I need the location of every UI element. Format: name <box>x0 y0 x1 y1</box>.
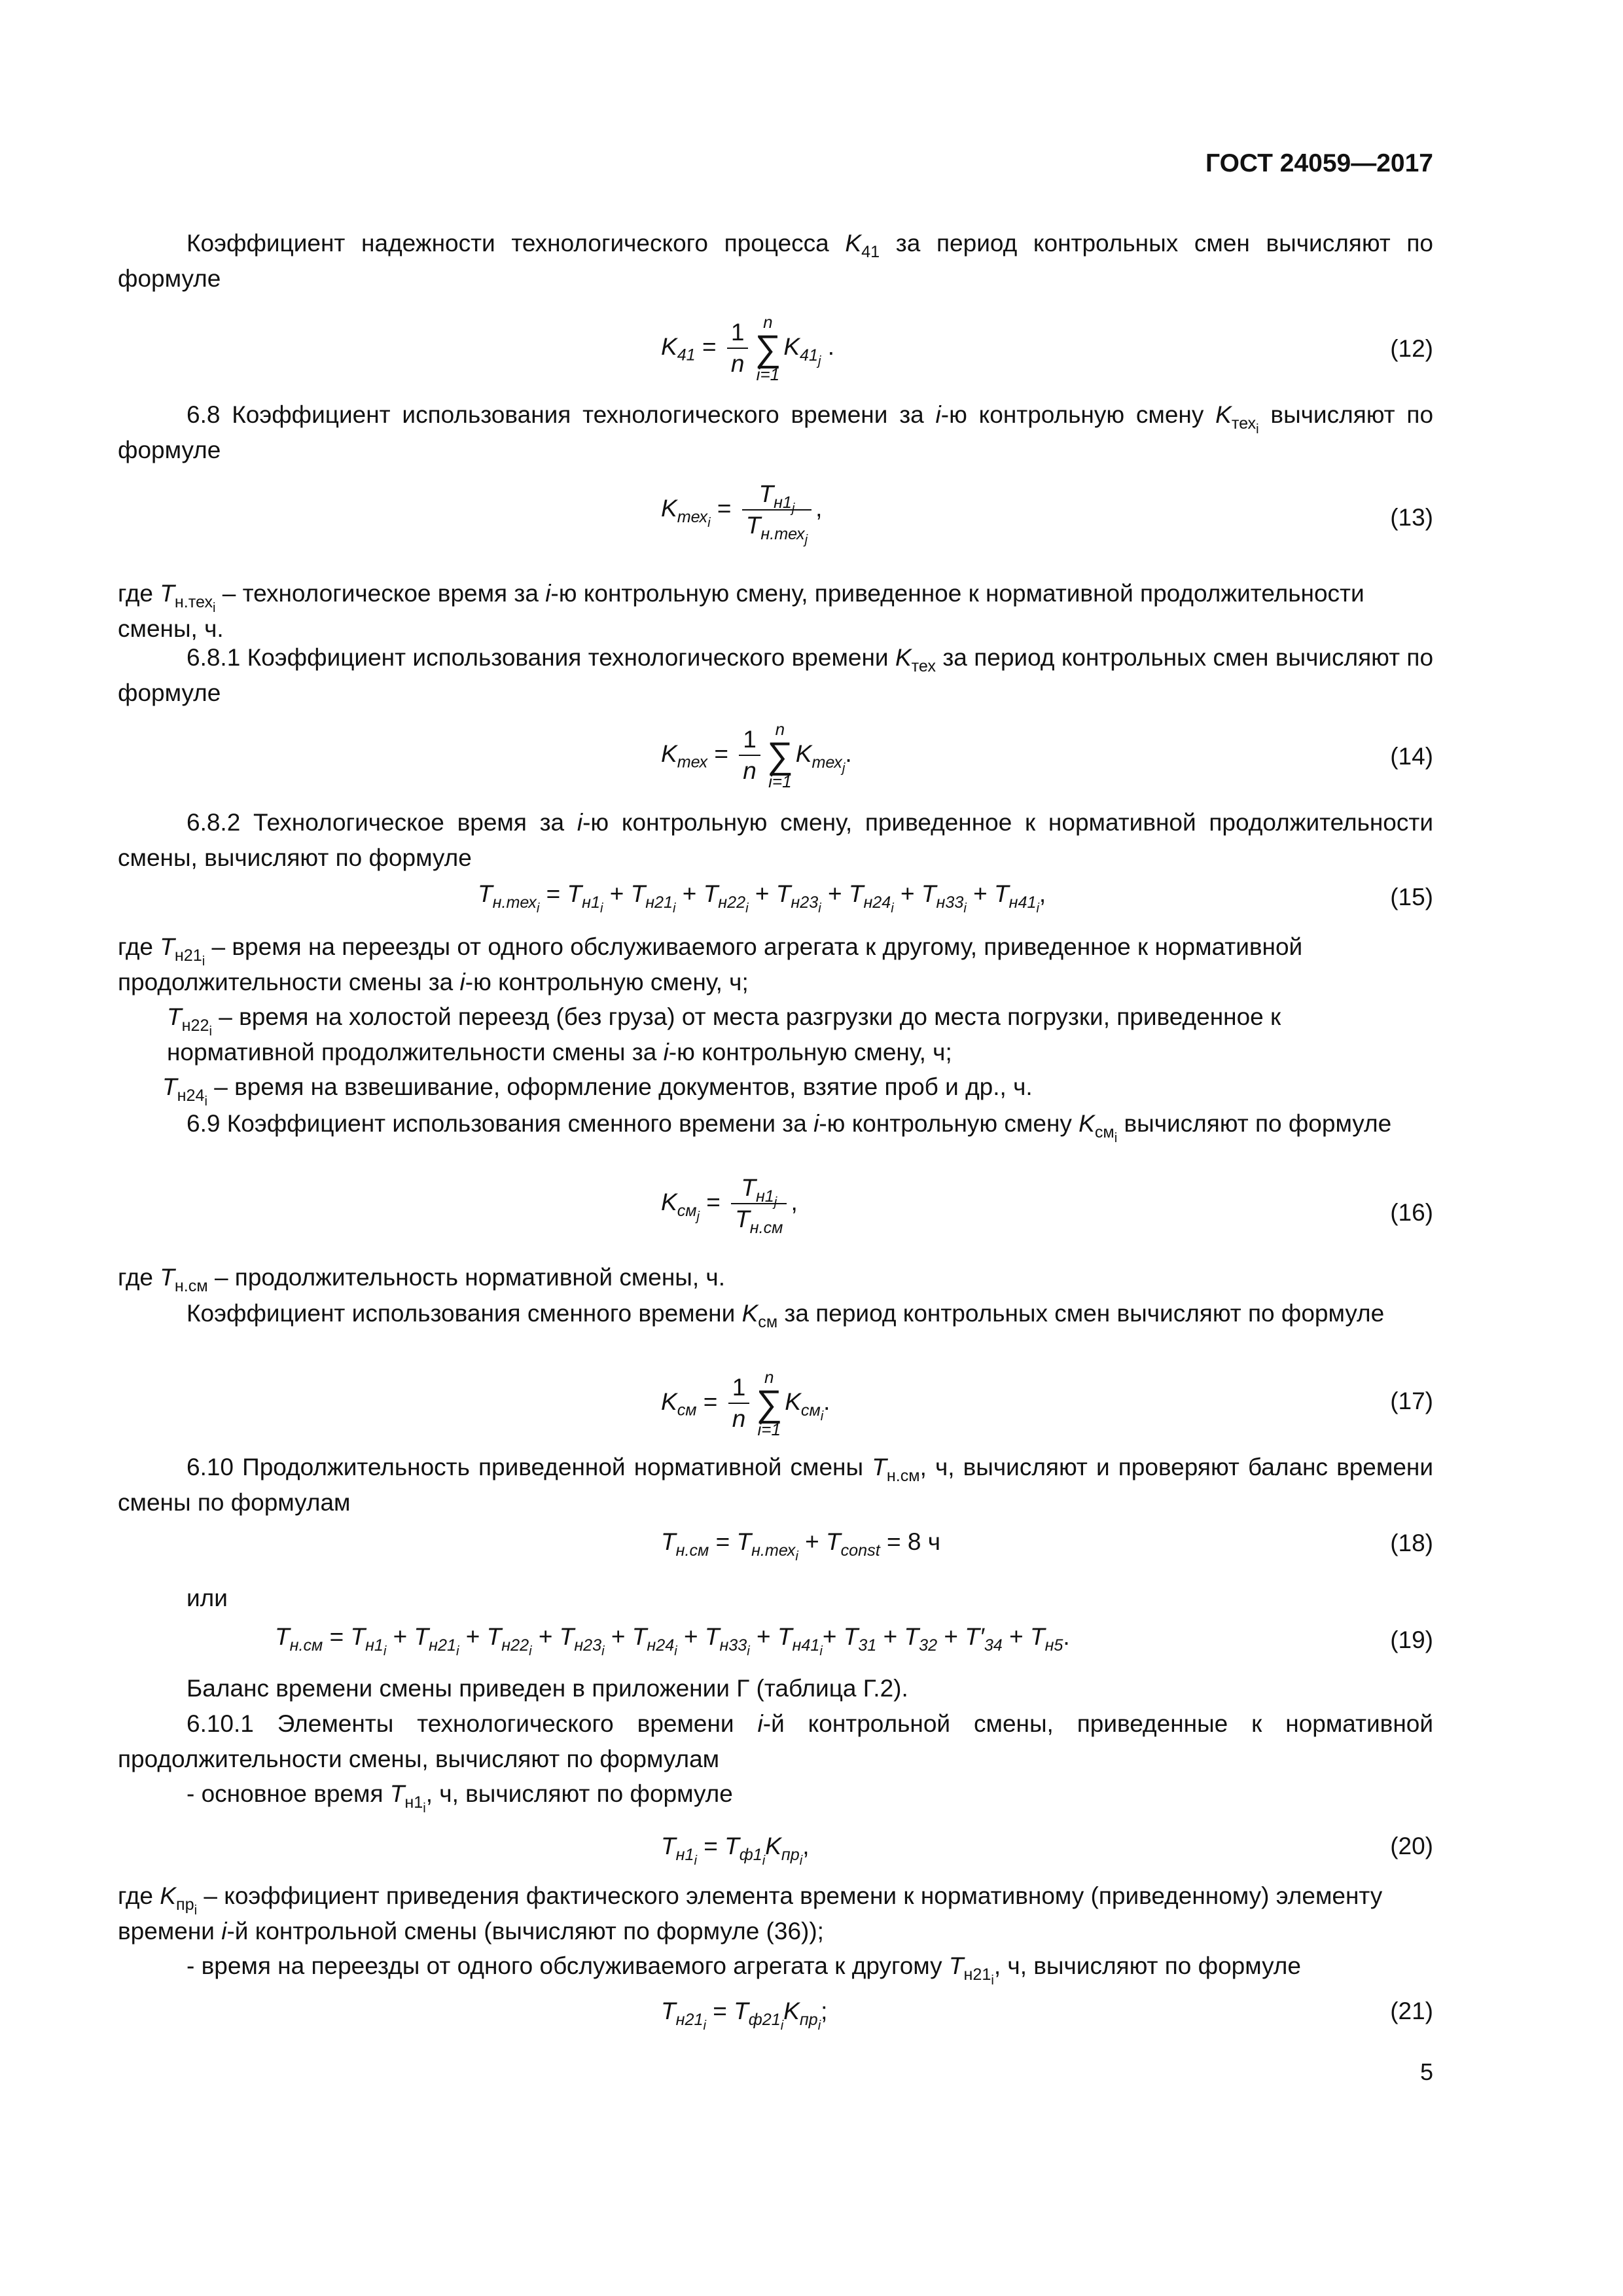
formula-14: $K_{тех}$ = $\frac{1}{n}$ n ∑ i=1 $K_{тех_j}$. <box>661 719 852 791</box>
formula-15: $T_{н.тех_i} = T_{н1_i} + T_{н21_i} + T_{н22_i} + T_{н23_i} + T_{н24_i} + T_{н33_i} + T_{н41_i}$, <box>478 880 1046 916</box>
page-number: 5 <box>1419 2058 1433 2085</box>
formula-19: $T_{н.см} = T_{н1_i} + T_{н21_i} + T_{н22_i} + T_{н23_i} + T_{н24_i} + T_{н33_i} + T_{н41_i}+ T_{31} + T_{32} + T'_{34} + T_{н5}$. <box>275 1623 1070 1659</box>
formula-12: $K_{41}$ = $\frac{1}{n}$ n ∑ i=1 $K_{41_j}$ . <box>661 312 835 384</box>
equation-number-13: (13) <box>1390 504 1433 531</box>
formula-16: $K_{см_j}$ = $\frac{T_{н1_j}}{T_{н.см}}$ , <box>661 1174 798 1237</box>
paragraph-ksm: Коэффициент использования сменного времени $K_{см}$ за период контрольных смен вычисляют по формуле <box>187 1300 1385 1331</box>
formula-20: $T_{н1_i} = T_{ф1_i}K_{пр_i}$, <box>661 1833 810 1868</box>
equation-number-16: (16) <box>1390 1199 1433 1226</box>
equation-number-18: (18) <box>1390 1530 1433 1556</box>
formula-18: $T_{н.см} = T_{н.тех_i} + T_{const} = 8$ ч <box>661 1528 941 1564</box>
or-word: или <box>187 1585 228 1611</box>
paragraph-6-8-2: 6.8.2 Технологическое время за i-ю контрольную смену, приведенное к нормативной продолжительности смены, вычисляют по формуле <box>118 809 1434 871</box>
equation-number-19: (19) <box>1390 1626 1433 1653</box>
paragraph-6-9: 6.9 Коэффициент использования сменного времени за i-ю контрольную смену $K_{см_i}$ вычисляют по формуле <box>187 1110 1392 1145</box>
where-15-t21: где $T_{н21_i}$ – время на переезды от одного обслуживаемого агрегата к другому, приведенное к нормативной продолжительности смены за i-ю контрольную смену, ч; <box>118 933 1303 996</box>
formula-17: $K_{см}$ = $\frac{1}{n}$ n ∑ i=1 $K_{см_i}$. <box>661 1367 830 1439</box>
paragraph-main-time: - основное время $T_{н1_i}$, ч, вычисляют по формуле <box>187 1780 733 1816</box>
where-13: где $T_{н.тех_i}$ – технологическое время за i-ю контрольную смену, приведенное к нормативной продолжительности смены, ч. <box>118 580 1364 642</box>
formula-13: $K_{тех_i}$ = $\frac{T_{н1_j}}{T_{н.тех_j}}$ , <box>661 480 823 547</box>
equation-number-12: (12) <box>1390 335 1433 362</box>
paragraph-6-8: 6.8 Коэффициент использования технологического времени за i-ю контрольную смену $K_{тех_i}$ вычисляют по формуле <box>118 401 1434 463</box>
paragraph-6-10: 6.10 Продолжительность приведенной нормативной смены $T_{н.см}$, ч, вычисляют и проверяют баланс времени смены по формулам <box>118 1454 1434 1516</box>
paragraph-6-10-1: 6.10.1 Элементы технологического времени i-й контрольной смены, приведенные к нормативной продолжительности смены, вычисляют по формулам <box>118 1710 1433 1772</box>
paragraph-k41-intro: Коэффициент надежности технологического процесса $K_{41}$ за период контрольных смен вычисляют по формуле <box>118 230 1434 292</box>
where-15-t22: $T_{н22_i}$ – время на холостой переезд (без груза) от места разгрузки до места погрузки, приведенное к нормативной продолжительности смены за i-ю контрольную смену, ч; <box>167 1003 1281 1066</box>
paragraph-6-8-1: 6.8.1 Коэффициент использования технологического времени $K_{тех}$ за период контрольных смен вычисляют по формуле <box>118 644 1434 706</box>
equation-number-17: (17) <box>1390 1388 1433 1414</box>
formula-21: $T_{н21_i} = T_{ф21_i}K_{пр_i}$; <box>661 1998 828 2033</box>
equation-number-20: (20) <box>1390 1833 1433 1859</box>
equation-number-15: (15) <box>1390 884 1433 910</box>
equation-number-14: (14) <box>1390 743 1433 770</box>
paragraph-balance: Баланс времени смены приведен в приложении Г (таблица Г.2). <box>187 1675 908 1702</box>
where-16: где $T_{н.см}$ – продолжительность нормативной смены, ч. <box>118 1264 725 1295</box>
where-15-t24: $T_{н24_i}$ – время на взвешивание, оформление документов, взятие проб и др., ч. <box>162 1073 1033 1109</box>
paragraph-travel-time: - время на переезды от одного обслуживаемого агрегата к другому $T_{н21_i}$, ч, вычисляют по формуле <box>187 1952 1301 1988</box>
document-header: ГОСТ 24059—2017 <box>1205 149 1433 177</box>
equation-number-21: (21) <box>1390 1998 1433 2024</box>
where-20: где $K_{пр_i}$ – коэффициент приведения фактического элемента времени к нормативному (приведенному) элементу времени i-й контрольной смены (вычисляют по формуле (36)); <box>118 1882 1383 1945</box>
